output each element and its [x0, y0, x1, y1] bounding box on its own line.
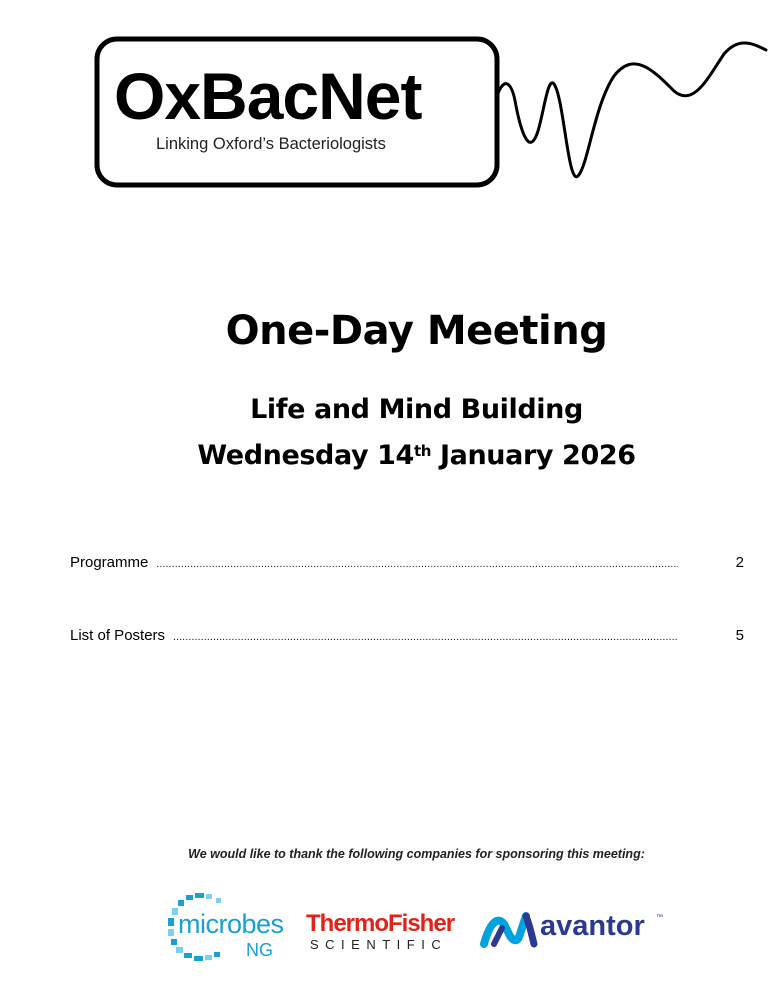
thermofisher-subtitle: SCIENTIFIC [310, 937, 448, 952]
avantor-trademark: ™ [656, 914, 663, 921]
date-suffix-sup: th [413, 442, 432, 460]
oxbacnet-logo [94, 36, 771, 196]
date-prefix: Wednesday 14 [197, 440, 414, 471]
microbes-ng-suffix: NG [246, 940, 273, 960]
avantor-logo [480, 910, 680, 950]
microbes-wordmark: microbes [178, 909, 284, 939]
toc-label[interactable]: List of Posters [70, 627, 166, 644]
toc-page-number: 5 [735, 627, 744, 644]
logo-subtitle: Linking Oxford’s Bacteriologists [156, 135, 386, 153]
date-title [0, 440, 777, 471]
microbes-ng-logo [164, 892, 292, 964]
logo-title: OxBacNet [114, 59, 422, 133]
date-rest: January 2026 [431, 440, 636, 471]
toc-leader-dots [156, 554, 678, 571]
avantor-mark-icon [480, 912, 538, 948]
sponsor-thanks-text: We would like to thank the following companies for sponsoring this meeting: [188, 847, 645, 861]
toc-leader-dots [173, 627, 678, 644]
venue-title: Life and Mind Building [250, 394, 583, 425]
thermofisher-wordmark: ThermoFisher [306, 910, 455, 937]
thermofisher-logo [306, 910, 466, 956]
avantor-wordmark: avantor [540, 910, 645, 942]
page-title: One-Day Meeting [225, 308, 608, 354]
toc-row-programme[interactable] [70, 554, 744, 571]
toc-page-number: 2 [735, 554, 744, 571]
toc-row-posters[interactable] [70, 627, 744, 644]
toc-label[interactable]: Programme [70, 554, 149, 571]
